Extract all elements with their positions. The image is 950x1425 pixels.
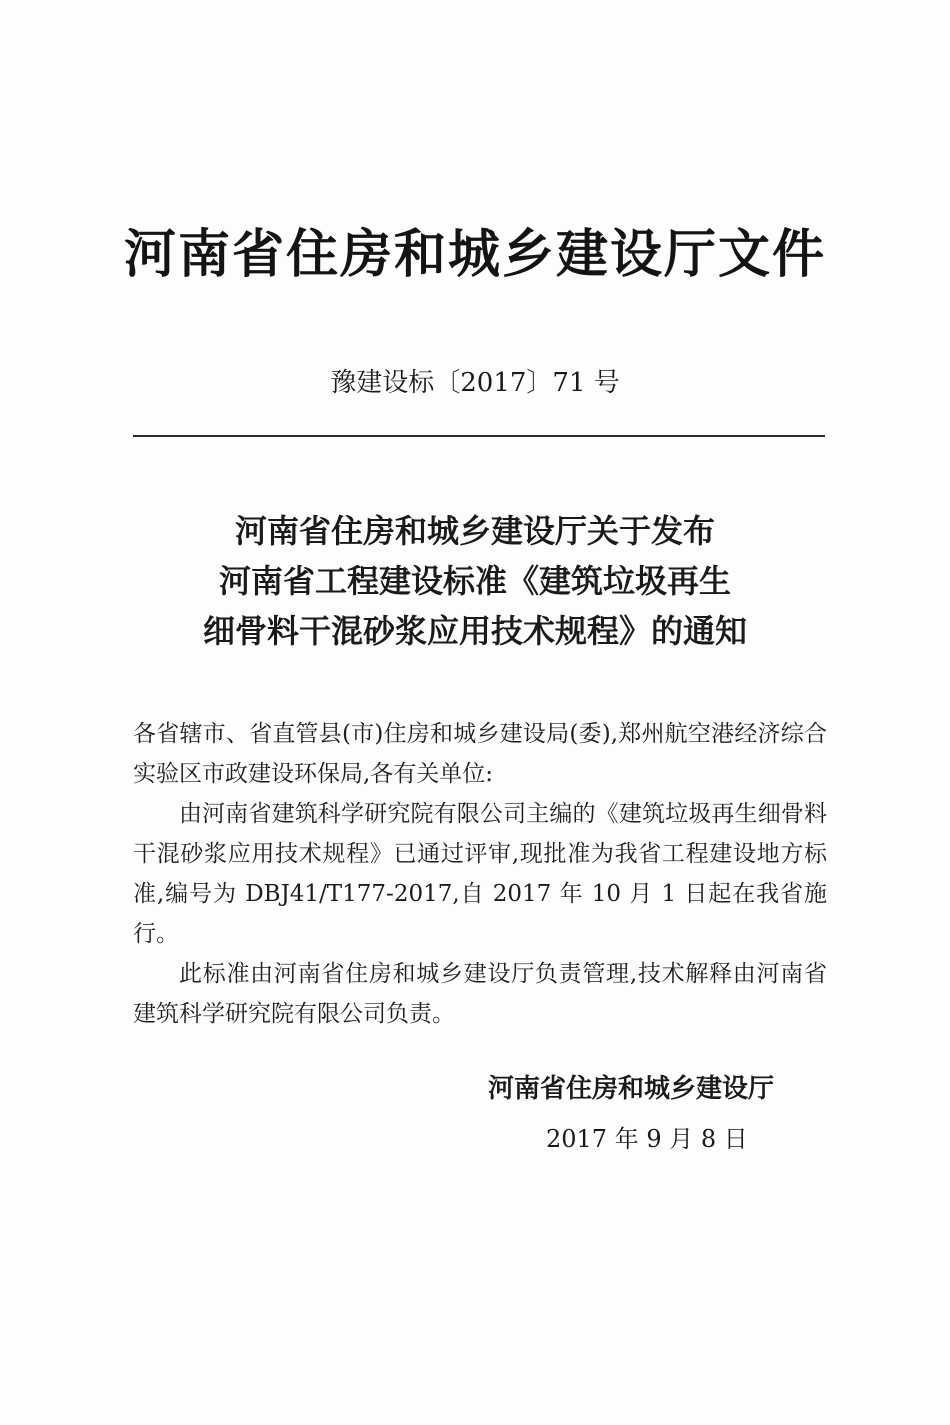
- signature-block: [470, 1068, 830, 1160]
- document-number: 豫建设标〔2017〕71 号: [330, 368, 620, 398]
- notice-title-line-2: 河南省工程建设标准《建筑垃圾再生: [218, 562, 731, 600]
- signature-organization: 河南省住房和城乡建设厅: [488, 1074, 775, 1104]
- notice-title-line-1: 河南省住房和城乡建设厅关于发布: [234, 512, 715, 550]
- body-paragraph-1: 由河南省建筑科学研究院有限公司主编的《建筑垃圾再生细骨料干混砂浆应用技术规程》已通过评审,现批准为我省工程建设地方标准,编号为 DBJ41/T177-2017,自 2017 年 10 月 1 日起在我省施行。: [133, 801, 827, 947]
- addressee: 各省辖市、省直管县(市)住房和城乡建设局(委),郑州航空港经济综合实验区市政建设环保局,各有关单位:: [133, 721, 827, 787]
- body-paragraph-2: 此标准由河南省住房和城乡建设厅负责管理,技术解释由河南省建筑科学研究院有限公司负责。: [133, 961, 827, 1027]
- document-header-title: 河南省住房和城乡建设厅文件: [123, 225, 826, 285]
- notice-title: [0, 506, 950, 656]
- notice-body: [133, 714, 827, 1034]
- signature-date: 2017 年 9 月 8 日: [546, 1125, 748, 1153]
- header-divider: [133, 435, 825, 437]
- notice-title-line-3: 细骨料干混砂浆应用技术规程》的通知: [202, 612, 747, 650]
